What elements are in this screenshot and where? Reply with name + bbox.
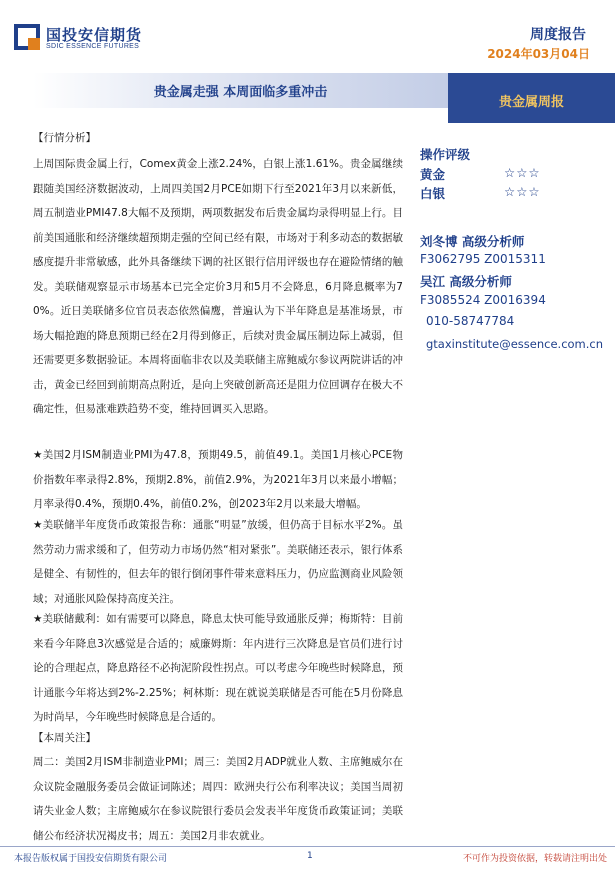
rating-title: 操作评级 bbox=[420, 147, 471, 162]
rating-gold-stars-icon: ☆☆☆ bbox=[504, 165, 541, 180]
weekly-focus-heading: 【本周关注】 bbox=[33, 732, 96, 744]
company-name-en: SDIC ESSENCE FUTURES bbox=[46, 43, 140, 50]
market-analysis-heading: 【行情分析】 bbox=[33, 132, 96, 144]
analyst-2-ids: F3085524 Z0016394 bbox=[420, 293, 546, 307]
report-category: 贵金属周报 bbox=[498, 95, 564, 110]
page-number: 1 bbox=[307, 851, 313, 861]
footer-divider bbox=[0, 846, 615, 847]
market-analysis-text: 上周国际贵金属上行，Comex黄金上涨2.24%，白银上涨1.61%。贵金属继续跟随美国经济数据波动，上周四美国2月PCE如期下行至2021年3月以来新低，周五制造业PMI47.8大幅不及预期，两项数据发布后贵金属均录得明显上行。目前美国通胀和经济继续超预期走强的空间已经有限，市场对于利多动态的数据敏感度提升非常敏感，此外具备继续下调的社区银行信用评级也存在避险情绪的触发。美联储观察显示市场基本已完全定价3月和5月不会降息，6月降息概率为70%。近日美联储多位官员表态依然偏鹰，普遍认为下半年降息是基准场景，市场大幅抢跑的降息预期已经在2月得到修正，后续对贵金属压制边际上减弱，但还需要更多数据验证。本周将面临非农以及美联储主席鲍威尔参议两院讲话的冲击，黄金已经回到前期高点附近，是向上突破创新高还是阻力位回调存在极大不确定性，但易涨难跌趋势不变，维持回调买入思路。 bbox=[33, 158, 403, 415]
company-name-cn: 国投安信期货 bbox=[46, 26, 143, 44]
company-logo-icon bbox=[14, 24, 40, 50]
bullet-fed-officials: ★美联储戴利：如有需要可以降息，降息太快可能导致通胀反弹；梅斯特：目前来看今年降息3次感觉是合适的；威廉姆斯：年内进行三次降息是官员们进行讨论的合理起点，降息路径不必拘泥阶段性拐点。可以考虑今年晚些时候降息，预计通胀今年将达到2%-2.25%；柯林斯：现在就说美联储是否可能在5月份降息为时尚早，今年晚些时候降息是合适的。 bbox=[33, 613, 403, 723]
bullet-fed-report: ★美联储半年度货币政策报告称：通胀“明显”放缓，但仍高于目标水平2%。虽然劳动力需求缓和了，但劳动力市场仍然“相对紧张”。美联储还表示，银行体系是健全、有韧性的，但去年的银行倒闭事件带来意料压力，仍应监测商业风险领域；对通胀风险保持高度关注。 bbox=[33, 519, 403, 605]
weekly-focus-text: 周二：美国2月ISM非制造业PMI；周三：美国2月ADP就业人数、主席鲍威尔在众议院金融服务委员会做证词陈述；周四：欧洲央行公布利率决议；美国当周初请失业金人数；主席鲍威尔在参议院银行委员会发表半年度货币政策证词；美联储公布经济状况褐皮书；周五：美国2月非农就业。 bbox=[33, 756, 403, 842]
report-title: 贵金属走强 本周面临多重冲击 bbox=[153, 85, 328, 100]
analyst-1-name: 刘冬博 高级分析师 bbox=[420, 234, 525, 249]
rating-gold-label: 黄金 bbox=[420, 167, 446, 182]
footer-copyright: 本报告版权属于国投安信期货有限公司 bbox=[14, 854, 168, 864]
report-type: 周度报告 bbox=[530, 27, 586, 43]
analyst-1-ids: F3062795 Z0015311 bbox=[420, 252, 546, 266]
rating-silver-stars-icon: ☆☆☆ bbox=[504, 184, 541, 199]
rating-gold bbox=[420, 165, 541, 183]
category-banner bbox=[448, 73, 615, 123]
rating-silver-label: 白银 bbox=[420, 186, 446, 201]
report-date: 2024年03月04日 bbox=[487, 47, 590, 61]
footer-disclaimer: 不可作为投资依据，转载请注明出处 bbox=[462, 854, 607, 864]
analyst-2-name: 吴江 高级分析师 bbox=[420, 274, 512, 289]
title-banner bbox=[33, 73, 448, 108]
contact-email[interactable]: gtaxinstitute@essence.com.cn bbox=[426, 337, 604, 351]
bullet-pmi-pce: ★美国2月ISM制造业PMI为47.8，预期49.5，前值49.1。美国1月核心PCE物价指数年率录得2.8%，预期2.8%，前值2.9%，为2021年3月以来最小增幅；月率录得0.4%，预期0.4%，前值0.2%，创2023年2月以来最大增幅。 bbox=[33, 449, 403, 510]
contact-phone: 010-58747784 bbox=[426, 314, 515, 328]
rating-silver bbox=[420, 184, 541, 202]
page-header bbox=[0, 0, 615, 70]
